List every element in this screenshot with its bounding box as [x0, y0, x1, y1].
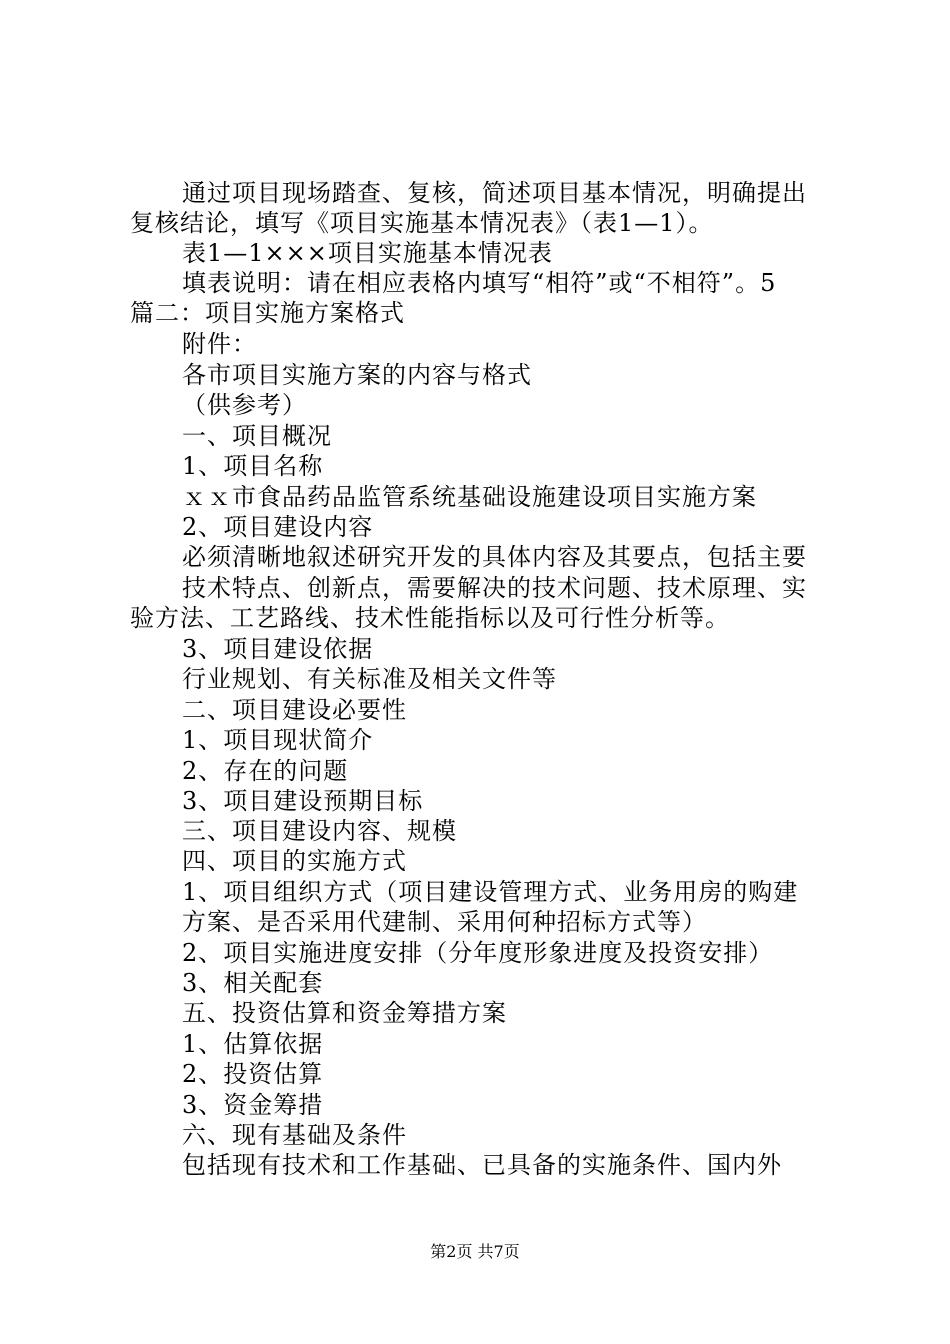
text-line: 通过项目现场踏查、复核，简述项目基本情况，明确提出 [182, 179, 807, 207]
text-line: 3、项目建设预期目标 [182, 787, 424, 815]
text-line: 必须清晰地叙述研究开发的具体内容及其要点，包括主要 [182, 543, 807, 571]
text-line: 1、项目组织方式（项目建设管理方式、业务用房的购建 [182, 878, 799, 906]
text-line: 表1—1×××项目实施基本情况表 [182, 239, 553, 267]
text-line: 包括现有技术和工作基础、已具备的实施条件、国内外 [182, 1151, 782, 1179]
text-line: 复核结论，填写《项目实施基本情况表》（表1—1）。 [130, 209, 714, 237]
text-line: 四、项目的实施方式 [182, 847, 407, 875]
text-line: 附件： [182, 330, 257, 358]
page-number-footer: 第2页 共7页 [430, 1242, 520, 1261]
text-line: 方案、是否采用代建制、采用何种招标方式等） [182, 908, 707, 936]
text-line: 各市项目实施方案的内容与格式 [182, 361, 532, 389]
text-line: （供参考） [182, 391, 307, 419]
text-line: 验方法、工艺路线、技术性能指标以及可行性分析等。 [130, 604, 730, 632]
text-line: 三、项目建设内容、规模 [182, 817, 457, 845]
text-line: 2、项目实施进度安排（分年度形象进度及投资安排） [182, 939, 774, 967]
text-line: 2、存在的问题 [182, 757, 349, 785]
text-line: 3、相关配套 [182, 969, 324, 997]
text-line: 1、项目现状简介 [182, 726, 374, 754]
text-line: 3、资金筹措 [182, 1091, 324, 1119]
text-line: 2、投资估算 [182, 1060, 324, 1088]
text-line: 一、项目概况 [182, 422, 332, 450]
text-line: 2、项目建设内容 [182, 513, 374, 541]
section-heading: 篇二：项目实施方案格式 [130, 299, 405, 327]
text-line: ｘｘ市食品药品监管系统基础设施建设项目实施方案 [182, 483, 757, 511]
text-line: 二、项目建设必要性 [182, 696, 407, 724]
text-line: 行业规划、有关标准及相关文件等 [182, 665, 557, 693]
text-line: 技术特点、创新点，需要解决的技术问题、技术原理、实 [182, 574, 807, 602]
text-line: 3、项目建设依据 [182, 635, 374, 663]
text-line: 1、项目名称 [182, 452, 324, 480]
text-line: 五、投资估算和资金筹措方案 [182, 999, 507, 1027]
text-line: 1、估算依据 [182, 1030, 324, 1058]
text-line: 六、现有基础及条件 [182, 1121, 407, 1149]
text-line: 填表说明：请在相应表格内填写“相符”或“不相符”。5 [182, 269, 777, 297]
